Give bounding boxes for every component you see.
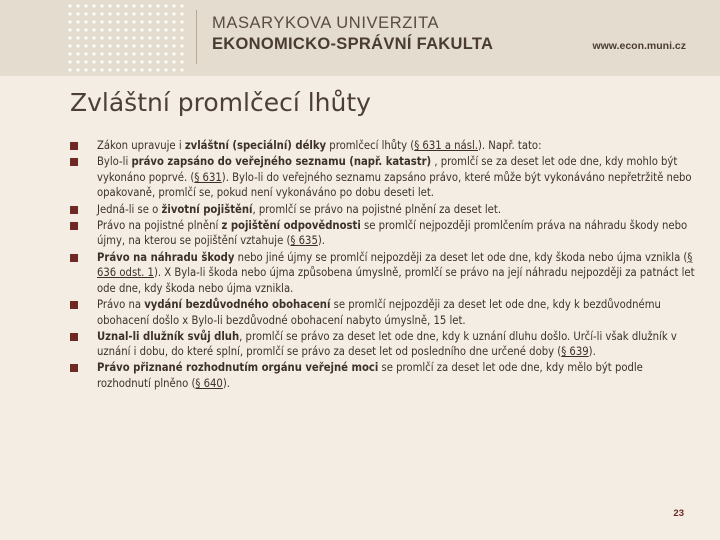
page-number: 23: [673, 508, 684, 519]
bullet-text: ). Bylo-li do veřejného seznamu zapsáno právo, které může být vykonáváno nepřetržitě nebo opakovaně, promlčí se, pokud není vykonáváno po dobu deseti let.: [97, 170, 692, 200]
university-logo-dot-pattern: [66, 2, 186, 74]
legal-reference-link[interactable]: § 631 a násl.: [414, 139, 478, 152]
bold-text: Právo přiznané rozhodnutím orgánu veřejné moci: [97, 361, 379, 375]
legal-reference-link[interactable]: § 636 odst. 1: [97, 250, 693, 280]
bullet-text: ). X Byla-li škoda nebo újma způsobena úmyslně, promlčí se právo na její náhradu nejpozději za patnáct let ode dne, kdy škoda nebo újma vznikla.: [97, 266, 695, 295]
faculty-name: EKONOMICKO-SPRÁVNÍ FAKULTA: [212, 35, 494, 53]
bullet-list: [70, 138, 698, 392]
bold-text: zvláštní (speciální) délky: [184, 139, 327, 152]
bullet-text: ).: [588, 345, 596, 359]
bold-text: Uznal-li dlužník svůj dluh: [97, 329, 240, 343]
legal-reference-link[interactable]: § 631: [194, 170, 222, 184]
bullet-text: Jedná-li se o: [97, 202, 162, 216]
bullet-text: nebo jiné újmy se promlčí nejpozději za deset let ode dne, kdy škoda nebo újma vznikla (: [234, 250, 688, 264]
slide-title: Zvláštní promlčecí lhůty: [70, 88, 371, 117]
bullet-text: , promlčí se právo na pojistné plnění za deset let.: [252, 202, 502, 216]
bullet-item: [70, 250, 698, 297]
website-url[interactable]: www.econ.muni.cz: [592, 40, 686, 52]
bullet-item: [70, 297, 698, 328]
header-band: [0, 0, 720, 76]
bullet-item: [70, 329, 698, 360]
bullet-text: promlčecí lhůty (: [326, 139, 415, 152]
bullet-text: Zákon upravuje i: [97, 139, 185, 152]
bullet-text: se promlčí nejpozději promlčením práva na náhradu škody nebo újmy, na kterou se pojištění vztahuje (: [97, 218, 688, 248]
bullet-square-icon: [70, 254, 78, 262]
bullet-square-icon: [70, 206, 78, 214]
bullet-square-icon: [70, 333, 78, 341]
bullet-item: [70, 218, 698, 249]
legal-reference-link[interactable]: § 640: [195, 377, 223, 391]
bullet-text: se promlčí za deset let ode dne, kdy mělo být podle rozhodnutí plněno (: [97, 361, 643, 391]
bullet-text: , promlčí se právo za deset let ode dne, kdy k uznání dluhu došlo. Určí-li však dlužník v uznání i dobu, do které splní, promlčí se právo za deset let od posledního dne určené doby (: [97, 329, 677, 359]
bullet-text: Právo na: [97, 297, 145, 311]
bullet-square-icon: [70, 301, 78, 309]
bold-text: životní pojištění: [161, 202, 253, 216]
header-divider: [196, 10, 197, 64]
university-name: MASARYKOVA UNIVERZITA: [212, 14, 440, 32]
bullet-text: Právo na pojistné plnění: [97, 218, 222, 232]
bullet-text: ).: [222, 377, 230, 391]
bold-text: právo zapsáno do veřejného seznamu (např. katastr): [131, 155, 432, 169]
bullet-square-icon: [70, 158, 78, 166]
bold-text: z pojištění odpovědnosti: [221, 218, 361, 232]
bullet-text: ). Např. tato:: [477, 139, 542, 152]
bold-text: Právo na náhradu škody: [97, 250, 235, 264]
bullet-square-icon: [70, 222, 78, 230]
bullet-text: se promlčí nejpozději za deset let ode dne, kdy k bezdůvodnému obohacení došlo x Bylo-li bezdůvodné obohacení nabyto úmyslně, 15 let.: [97, 297, 661, 327]
bullet-square-icon: [70, 142, 78, 150]
bold-text: vydání bezdůvodného obohacení: [144, 297, 331, 311]
bullet-item: [70, 202, 698, 218]
legal-reference-link[interactable]: § 639: [561, 345, 589, 359]
legal-reference-link[interactable]: § 635: [290, 234, 318, 248]
bullet-item: [70, 138, 698, 154]
bullet-text: , promlčí se za deset let ode dne, kdy mohlo být vykonáno poprvé. (: [97, 155, 678, 184]
bullet-item: [70, 360, 698, 391]
bullet-square-icon: [70, 364, 78, 372]
bullet-text: ).: [317, 234, 325, 248]
bullet-text: Bylo-li: [97, 155, 132, 169]
bullet-item: [70, 154, 698, 201]
